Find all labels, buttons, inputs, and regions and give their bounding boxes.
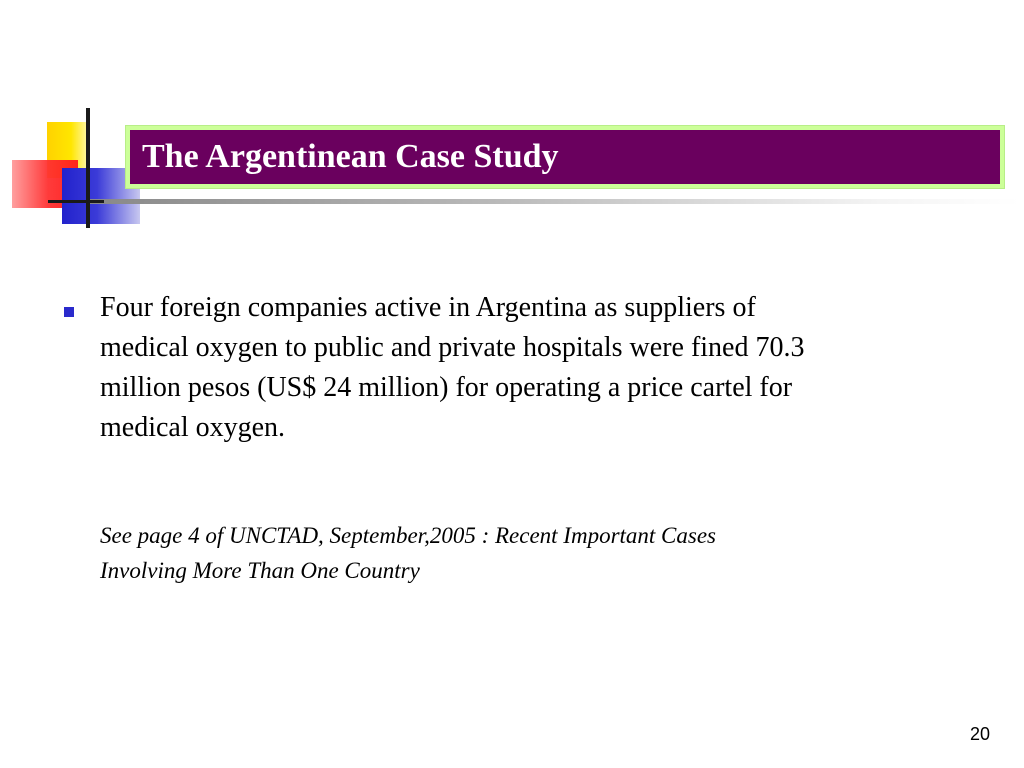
page-number: 20	[969, 724, 991, 744]
decorative-horizontal-line	[48, 200, 104, 203]
bullet-square-icon	[64, 307, 74, 317]
bullet-line: Four foreign companies active in Argentina as suppliers of	[100, 292, 756, 323]
bullet-line: medical oxygen.	[100, 412, 286, 443]
note-line: See page 4 of UNCTAD, September,2005 : Recent Important Cases	[100, 523, 717, 548]
decorative-underline	[90, 199, 1020, 204]
bullet-paragraph	[100, 288, 980, 448]
bullet-line: medical oxygen to public and private hospitals were fined 70.3	[100, 332, 805, 363]
decorative-vertical-line	[86, 108, 90, 228]
note-line: Involving More Than One Country	[100, 558, 420, 583]
reference-note	[100, 518, 960, 588]
title-banner	[126, 126, 1004, 188]
slide-title: The Argentinean Case Study	[142, 138, 559, 175]
bullet-line: million pesos (US$ 24 million) for operating a price cartel for	[100, 372, 793, 403]
